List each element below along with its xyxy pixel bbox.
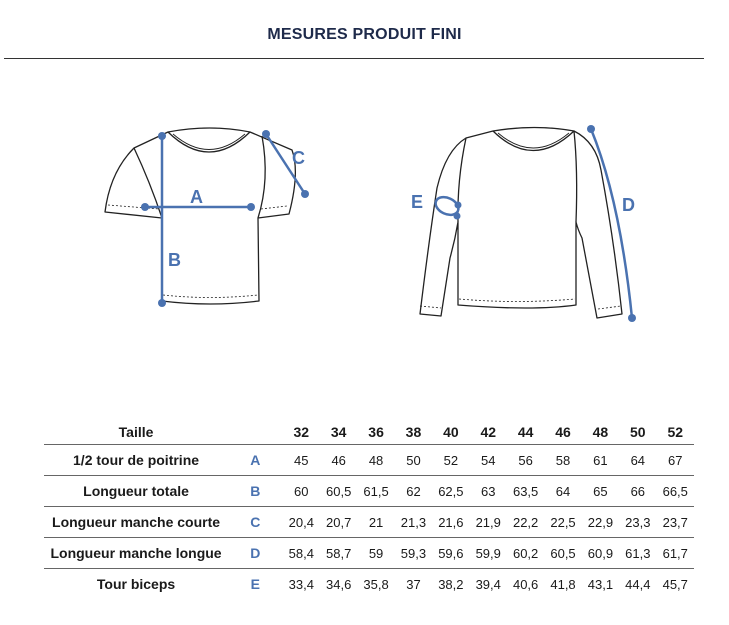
cell-value: 59 [357,538,394,569]
cell-value: 43,1 [582,569,619,600]
size-heading: 36 [368,424,384,440]
row-label: Longueur manche longue [44,538,228,569]
row-letter: A [228,445,283,476]
cell-value: 52 [432,445,469,476]
label-c: C [292,148,305,168]
cell-value: 54 [470,445,507,476]
row-label: 1/2 tour de poitrine [44,445,228,476]
cell-value: 61,3 [619,538,656,569]
cell-value: 23,7 [657,507,695,538]
size-heading: 42 [480,424,497,440]
row-letter: B [228,476,283,507]
cell-value: 60,9 [582,538,619,569]
cell-value: 66,5 [657,476,695,507]
cell-value: 61,5 [357,476,394,507]
row-letter: D [228,538,283,569]
size-heading: 46 [555,424,571,440]
cell-value: 33,4 [283,569,320,600]
cell-value: 58 [544,445,581,476]
long-sleeve-tshirt-drawing [420,128,622,319]
cell-value: 50 [395,445,432,476]
size-heading: 48 [592,424,609,440]
cell-value: 46 [320,445,357,476]
table-row-biceps [44,569,694,600]
cell-value: 48 [357,445,394,476]
cell-value: 59,9 [470,538,507,569]
cell-value: 21 [357,507,394,538]
cell-value: 59,6 [432,538,469,569]
table-header-row [44,420,694,445]
cell-value: 20,4 [283,507,320,538]
cell-value: 22,5 [544,507,581,538]
cell-value: 23,3 [619,507,656,538]
cell-value: 65 [582,476,619,507]
cell-value: 62 [395,476,432,507]
page-title: MESURES PRODUIT FINI [267,26,462,43]
cell-value: 64 [544,476,581,507]
cell-value: 61 [582,445,619,476]
table-row-chest [44,445,694,476]
cell-value: 22,2 [507,507,544,538]
size-heading: 38 [405,424,422,440]
size-heading: 34 [330,424,347,440]
row-letter: E [228,569,283,600]
cell-value: 39,4 [470,569,507,600]
cell-value: 66 [619,476,656,507]
cell-value: 63,5 [507,476,544,507]
short-sleeve-tshirt-drawing [105,128,295,304]
cell-value: 21,6 [432,507,469,538]
size-column-heading: Taille [118,424,154,440]
size-chart-table [44,420,694,599]
size-heading: 32 [293,424,310,440]
cell-value: 34,6 [320,569,357,600]
cell-value: 61,7 [657,538,695,569]
cell-value: 22,9 [582,507,619,538]
cell-value: 64 [619,445,656,476]
cell-value: 60 [283,476,320,507]
label-d: D [622,195,635,215]
cell-value: 60,2 [507,538,544,569]
size-heading: 50 [630,424,646,440]
cell-value: 38,2 [432,569,469,600]
cell-value: 45 [283,445,320,476]
cell-value: 56 [507,445,544,476]
cell-value: 21,9 [470,507,507,538]
row-label: Longueur totale [44,476,228,507]
cell-value: 44,4 [619,569,656,600]
cell-value: 37 [395,569,432,600]
cell-value: 21,3 [395,507,432,538]
row-letter: C [228,507,283,538]
size-heading: 52 [667,424,684,440]
cell-value: 45,7 [657,569,695,600]
cell-value: 60,5 [544,538,581,569]
cell-value: 63 [470,476,507,507]
cell-value: 58,7 [320,538,357,569]
cell-value: 58,4 [283,538,320,569]
cell-value: 20,7 [320,507,357,538]
cell-value: 59,3 [395,538,432,569]
cell-value: 40,6 [507,569,544,600]
table-row-total-length [44,476,694,507]
cell-value: 67 [657,445,695,476]
cell-value: 35,8 [357,569,394,600]
cell-value: 62,5 [432,476,469,507]
label-b: B [168,250,181,270]
size-heading: 44 [517,424,534,440]
row-label: Tour biceps [44,569,228,600]
table-row-long-sleeve [44,538,694,569]
size-heading: 40 [443,424,459,440]
row-label: Longueur manche courte [44,507,228,538]
table-row-short-sleeve [44,507,694,538]
cell-value: 60,5 [320,476,357,507]
label-a: A [190,187,203,207]
letter-column-heading [228,420,283,445]
cell-value: 41,8 [544,569,581,600]
label-e: E [411,192,424,212]
tshirt-measurements [141,130,309,307]
